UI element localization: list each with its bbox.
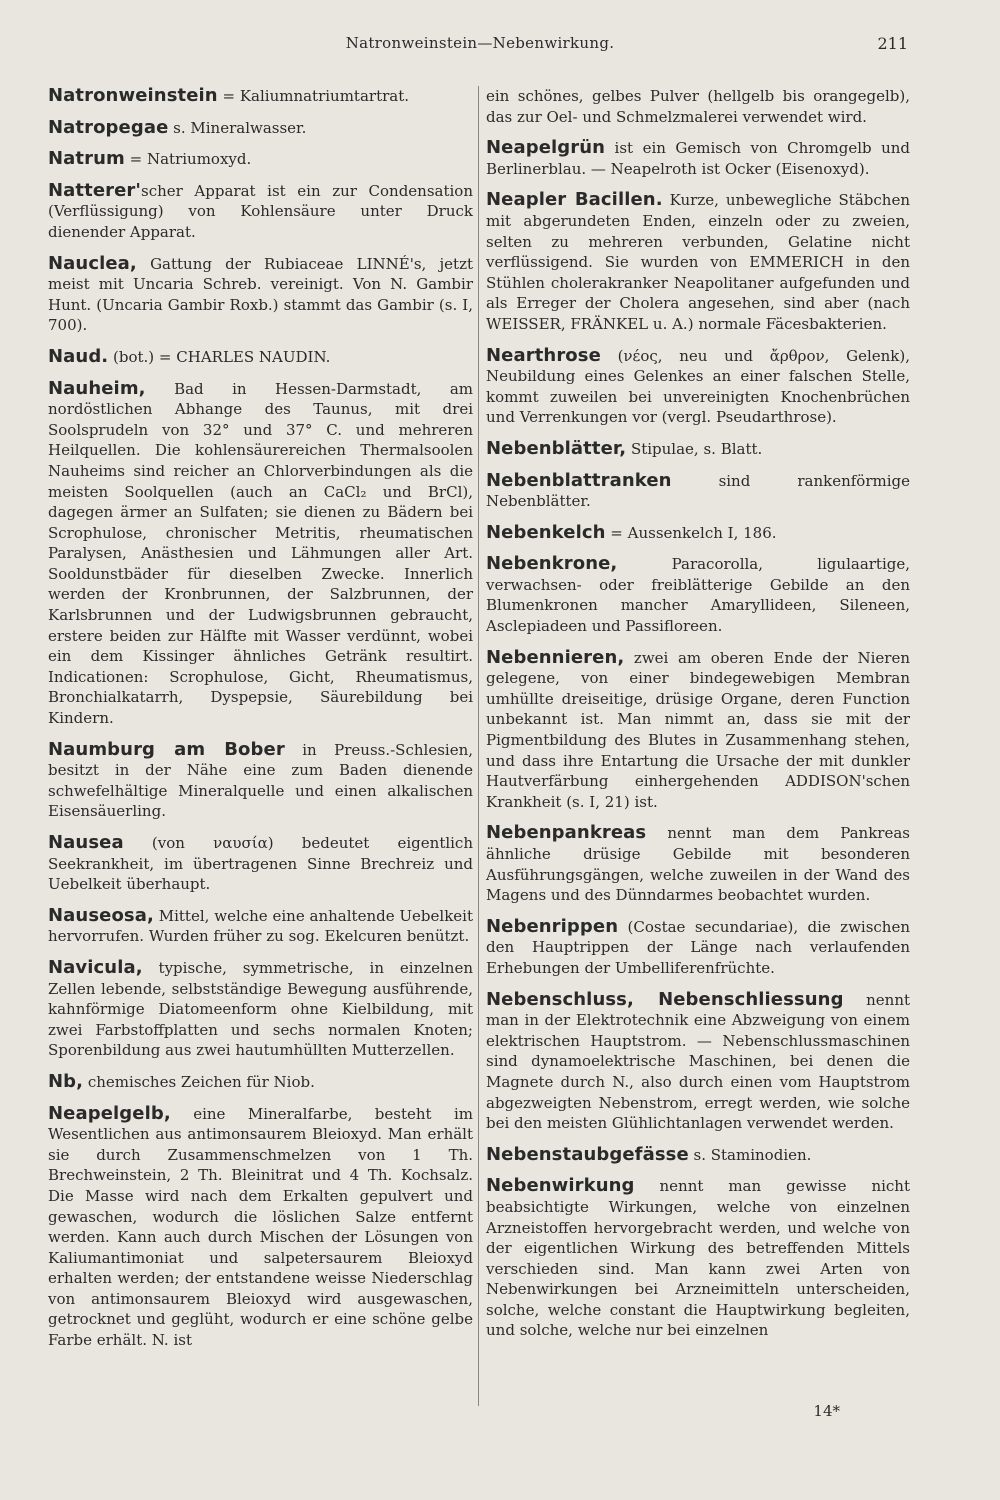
page-number: 211 [877,34,908,53]
dictionary-entry [48,740,473,822]
dictionary-entry [486,823,910,905]
entry-text: Kurze, unbewegliche Stäbchen mit abgerundeten Enden, einzeln oder zu zweien, selten zu mehreren verbunden, Gelatine nicht verflüssigend. Sie wurden von EMMERICH in den Stühlen cholerakranker Neapolitaner aufgefunden und als Erreger der Cholera angesehen, sind aber (nach WEISSER, FRÄNKEL u. A.) normale Fäcesbakterien. [486,191,910,333]
dictionary-entry [486,190,910,334]
entry-text: in Preuss.-Schlesien, besitzt in der Nähe eine zum Baden dienende schwefelhältige Mineralquelle und einen alkalischen Eisensäuerling. [48,740,473,821]
entry-text: = Natriumoxyd. [124,150,252,169]
entry-headword: Natronweinstein [48,85,218,106]
entry-text: chemisches Zeichen für Niob. [83,1072,315,1091]
entry-text: (bot.) = CHARLES NAUDIN. [108,347,331,366]
entry-text: Paracorolla, ligulaartige, verwachsen- oder freiblätterige Gebilde an den Blumenkronen mancher Amaryllideen, Sileneen, Asclepiadeen und Passifloreen. [486,555,910,636]
entry-headword: Neapler Bacillen. [486,189,663,211]
entry-text: ein schönes, gelbes Pulver (hellgelb bis orangegelb), das zur Oel- und Schmelzmalerei verwendet wird. [486,87,910,126]
entry-text: Mittel, welche eine anhaltende Uebelkeit hervorrufen. Wurden früher zu sog. Ekelcuren benützt. [48,906,473,946]
entry-text: Bad in Hessen-Darmstadt, am nordöstlichen Abhange des Taunus, mit drei Soolsprudeln von 32° und 37° C. und mehreren Heilquellen. Die kohlensäurereichen Thermalsoolen Nauheims sind reicher an Chlorverbindungen als die meisten Soolquellen (auch an CaCl₂ und BrCl), dagegen ärmer an Sulfaten; sie dienen zu Bädern bei Scrophulose, chronischer Metritis, rheumatischen Paralysen, Anästhesien und Lähmungen aller Art. Sooldunstbäder für dieselben Zwecke. Innerlich werden der Kronbrunnen, der Salzbrunnen, der Karlsbrunnen und der Ludwigsbrunnen gebraucht, erstere beiden zur Hälfte mit Wasser verdünnt, wobei ein dem Kissinger ähnliches Getränk resultirt. Indicationen: Scrophulose, Gicht, Rheumatismus, Bronchialkatarrh, Dyspepsie, Säurebildung bei Kindern. [48,379,473,728]
entry-text: = Aussenkelch I, 186. [605,523,777,542]
dictionary-entry [486,523,910,544]
dictionary-entry [48,833,473,895]
entry-text: Gattung der Rubiaceae LINNÉ's, jetzt meist mit Uncaria Schreb. vereinigt. Von N. Gambir Hunt. (Uncaria Gambir Roxb.) stammt das Gambir (s. I, 700). [48,254,473,335]
dictionary-entry [48,379,473,729]
left-column [48,86,473,1362]
running-header [0,34,1000,58]
entry-headword: Nauclea, [48,252,137,274]
dictionary-entry [48,1072,473,1093]
dictionary-entry [48,906,473,947]
entry-headword: Naud. [48,345,109,367]
entry-headword: Natterer' [48,179,142,201]
entry-headword: Natropegae [48,116,169,138]
dictionary-entry [486,990,910,1134]
entry-headword: Nearthrose [486,344,601,366]
entry-headword: Nebenblattranken [486,469,672,491]
dictionary-entry [486,346,910,428]
entry-headword: Nebenwirkung [486,1175,635,1197]
column-divider [478,86,479,1406]
entry-text: scher Apparat ist ein zur Condensation (Verflüssigung) von Kohlensäure unter Druck dienender Apparat. [48,181,473,241]
entry-headword: Nebenrippen [486,915,619,937]
dictionary-entry [48,347,473,368]
dictionary-entry [486,1176,910,1341]
entry-headword: Natrum [48,148,125,170]
entry-headword: Nausea [48,832,124,853]
dictionary-entry [48,181,473,243]
dictionary-entry [486,138,910,179]
entry-text: sind rankenförmige Nebenblätter. [486,471,910,511]
entry-headword: Nebenkrone, [486,553,618,575]
dictionary-entry [48,149,473,170]
entry-text: (von ναυσία) bedeutet eigentlich Seekrankheit, im übertragenen Sinne Brechreiz und Uebelkeit überhaupt. [48,834,473,894]
entry-text: zwei am oberen Ende der Nieren gelegene, von einer bindegewebigen Membran umhüllte dreiseitige, drüsige Organe, deren Function unbekannt ist. Man nimmt an, dass sie mit der Pigmentbildung des Blutes in Zusammenhang stehen, und dass ihre Entartung die Ursache der mit dunkler Hautverfärbung einhergehenden ADDISON'schen Krankheit (s. I, 21) ist. [486,648,910,811]
dictionary-entry [486,1145,910,1166]
entry-text: typische, symmetrische, in einzelnen Zellen lebende, selbstständige Bewegung ausführende, kahnförmige Diatomeenform ohne Kielbildung, mit zwei Farbstoffplatten und sechs normalen Knoten; Sporenbildung aus zwei hautumhüllten Mutterzellen. [48,958,473,1060]
entry-text: nennt man in der Elektrotechnik eine Abzweigung von einem elektrischen Hauptstrom. — Nebenschlussmaschinen sind dynamoelektrische Maschinen, bei denen die Magnete durch N., also durch einen vom Hauptstrom abgezweigten Nebenstrom, erregt werden, wie solche bei den meisten Glühlichtanlagen verwendet werden. [486,990,911,1133]
entry-headword: Nebenpankreas [486,822,647,844]
dictionary-entry [48,958,473,1061]
dictionary-entry [48,86,473,107]
entry-headword: Naumburg am Bober [48,738,285,760]
entry-headword: Nebenblätter, [486,437,627,459]
entry-text: (νέος, neu und ἄρθρον, Gelenk), Neubildung eines Gelenkes an einer falschen Stelle, kommt zuweilen bei unvereinigten Knochenbrüchen und Verrenkungen vor (vergl. Pseudarthrose). [486,346,910,427]
dictionary-entry [486,554,910,636]
right-column [486,86,910,1352]
entry-headword: Neapelgelb, [48,1102,171,1124]
entry-text: nennt man gewisse nicht beabsichtigte Wirkungen, welche von einzelnen Arzneistoffen hervorgebracht werden, und welche von der eigentlichen Wirkung des betreffenden Mittels verschieden sind. Man kann zwei Arten von Nebenwirkungen bei Arzneimitteln unterscheiden, solche, welche constant die Hauptwirkung begleiten, und solche, welche nur bei einzelnen [486,1177,910,1340]
dictionary-entry [486,648,910,813]
entry-headword: Nebenkelch [486,521,606,543]
dictionary-entry [48,254,473,336]
header-title: Natronweinstein—Nebenwirkung. [345,34,615,52]
entry-headword: Nauheim, [48,377,146,399]
entry-text: s. Mineralwasser. [168,118,307,137]
entry-text: ist ein Gemisch von Chromgelb und Berlinerblau. — Neapelroth ist Ocker (Eisenoxyd). [486,139,910,178]
entry-headword: Nb, [48,1070,84,1092]
dictionary-entry [486,86,910,127]
entry-headword: Nauseosa, [48,904,154,926]
dictionary-entry [48,1104,473,1351]
dictionary-entry [486,917,910,979]
entry-headword: Navicula, [48,956,143,978]
entry-text: s. Staminodien. [688,1145,812,1164]
entry-headword: Nebenstaubgefässe [486,1143,689,1165]
entry-text: Stipulae, s. Blatt. [626,439,763,458]
dictionary-entry [486,439,910,460]
entry-headword: Nebenschluss, Nebenschliessung [486,988,844,1010]
dictionary-entry [48,118,473,139]
entry-headword: Neapelgrün [486,137,606,159]
entry-text: nennt man dem Pankreas ähnliche drüsige Gebilde mit besonderen Ausführungsgängen, welche zuweilen in der Wand des Magens und des Dünndarmes beobachtet wurden. [486,824,910,905]
entry-headword: Nebennieren, [486,646,625,668]
entry-text: eine Mineralfarbe, besteht im Wesentlichen aus antimonsaurem Bleioxyd. Man erhält sie durch Zusammenschmelzen von 1 Th. Brechweinstein, 2 Th. Bleinitrat und 4 Th. Kochsalz. Die Masse wird nach dem Erkalten gepulvert und gewaschen, wodurch die löslichen Salze entfernt werden. Kann auch durch Mischen der Lösungen von Kaliumantimoniat und salpetersaurem Bleioxyd erhalten werden; der entstandene weisse Niederschlag von antimonsaurem Bleioxyd wird ausgewaschen, getrocknet und geglüht, wodurch er eine schöne gelbe Farbe erhält. N. ist [48,1104,473,1350]
sheet-signature: 14* [813,1402,840,1420]
dictionary-entry [486,471,910,512]
entry-text: = Kaliumnatriumtartrat. [217,87,410,105]
entry-text: (Costae secundariae), die zwischen den Hauptrippen der Länge nach verlaufenden Erhebungen der Umbelliferenfrüchte. [486,917,910,977]
